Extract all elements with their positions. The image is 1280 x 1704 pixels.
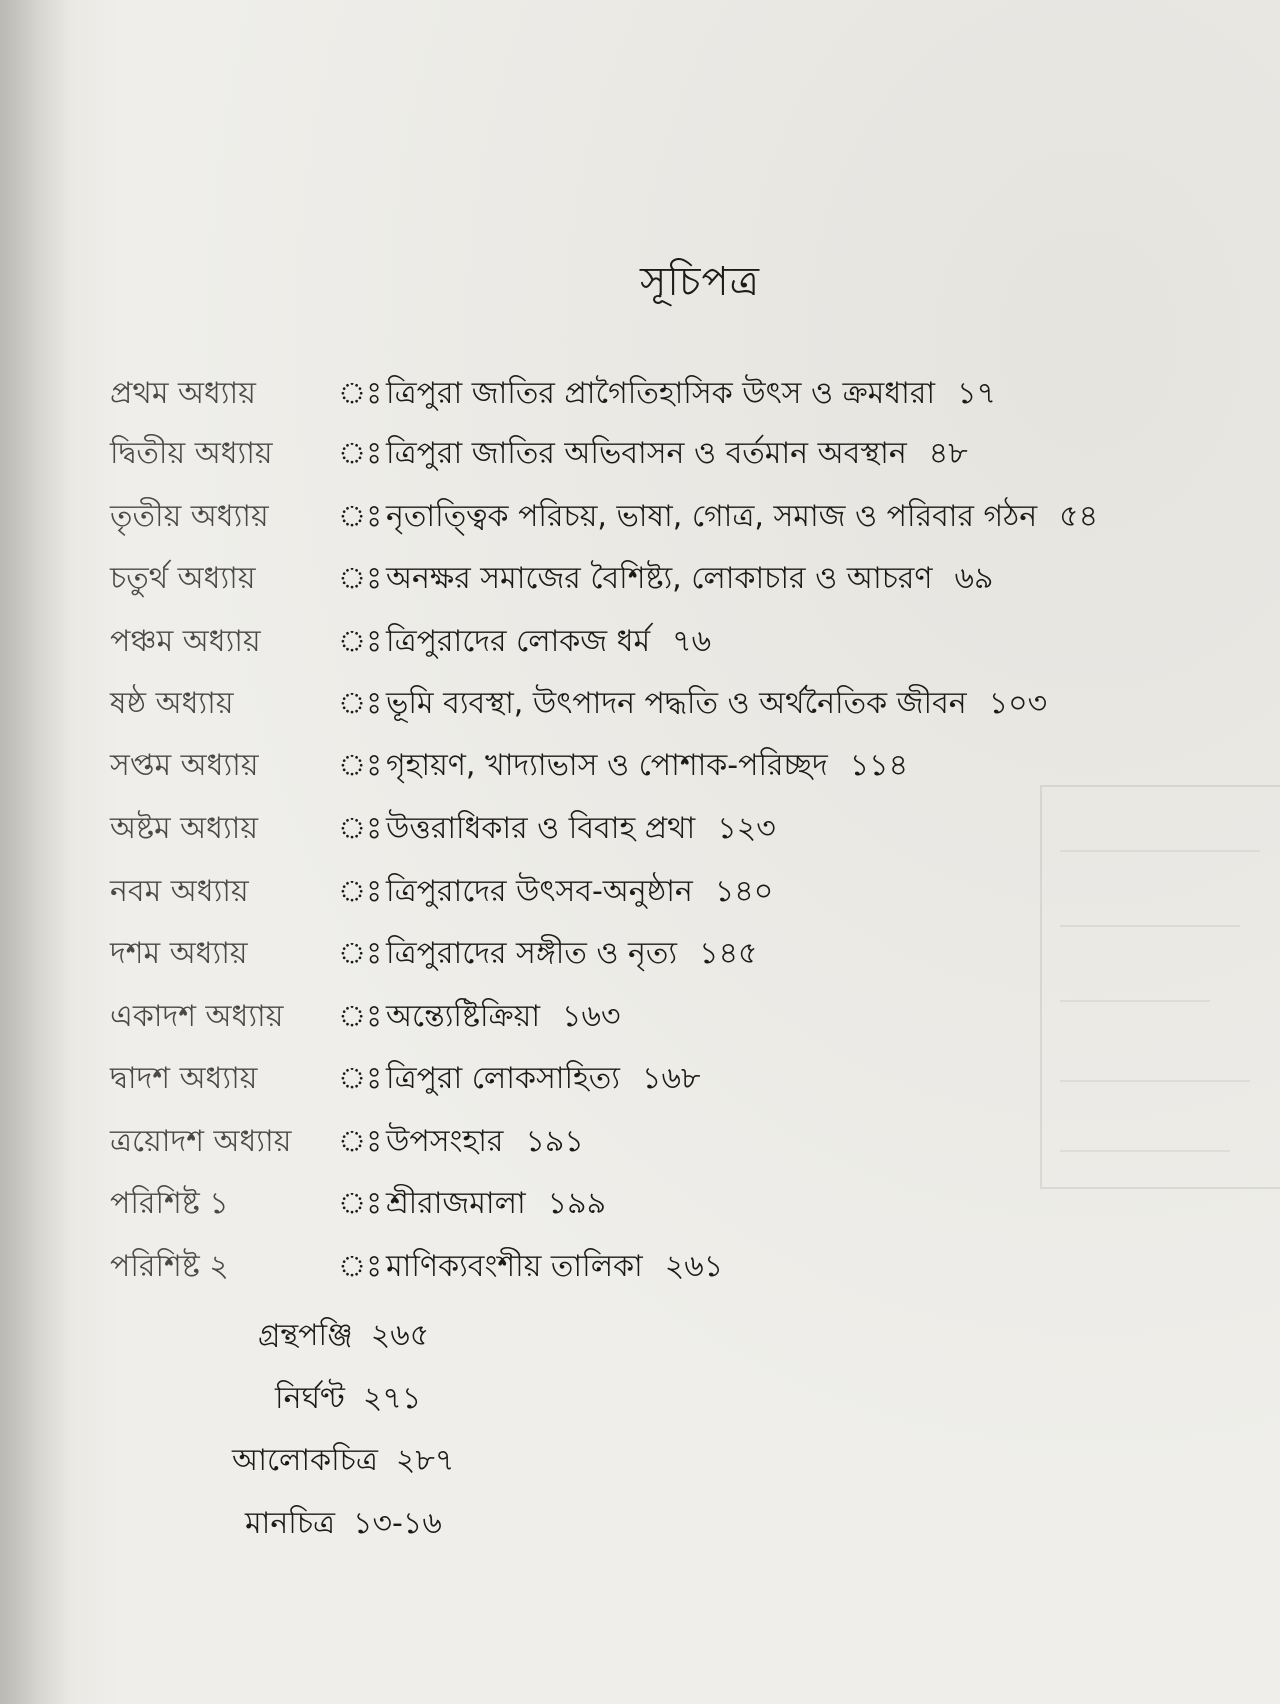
colon: ঃ — [338, 376, 383, 411]
chapter-label: অষ্টম অধ্যায় — [110, 811, 259, 846]
chapter-title — [386, 1118, 584, 1166]
page-number: ৪৮ — [928, 436, 968, 471]
chapter-label: সপ্তম অধ্যায় — [110, 748, 259, 783]
chapter-title — [386, 993, 621, 1041]
back-matter-title: মানচিত্র — [245, 1506, 336, 1541]
chapter-title — [386, 680, 1047, 728]
page-number: ১৭ — [957, 376, 997, 411]
colon: ঃ — [338, 499, 383, 534]
chapter-label: একাদশ অধ্যায় — [110, 999, 284, 1034]
colon: ঃ — [338, 1186, 383, 1221]
page-number: ১৬৮ — [642, 1061, 701, 1096]
colon: ঃ — [338, 1124, 383, 1159]
appendix-label: পরিশিষ্ট ২ — [110, 1249, 229, 1284]
chapter-title — [386, 430, 968, 478]
page-number: ১১৪ — [849, 748, 909, 783]
colon: ঃ — [338, 936, 383, 971]
chapter-title — [386, 618, 711, 666]
chapter-title — [386, 493, 1098, 541]
chapter-title-text: ত্রিপুরা জাতির অভিবাসন ও বর্তমান অবস্থান — [386, 436, 907, 471]
chapter-title — [386, 370, 996, 418]
page-number: ২৬১ — [664, 1249, 724, 1284]
chapter-title — [386, 805, 776, 853]
chapter-title — [386, 742, 908, 790]
appendix-title — [386, 1180, 606, 1228]
appendix-label: পরিশিষ্ট ১ — [110, 1186, 229, 1221]
chapter-title-text: উপসংহার — [386, 1124, 504, 1159]
chapter-label: দশম অধ্যায় — [110, 936, 248, 971]
chapter-title-text: অনক্ষর সমাজের বৈশিষ্ট্য, লোকাচার ও আচরণ — [386, 561, 933, 596]
page-number: ২৮৭ — [395, 1443, 455, 1478]
page-number: ১৪০ — [714, 874, 774, 909]
colon: ঃ — [338, 811, 383, 846]
chapter-title-text: নৃতাত্ত্বিক পরিচয়, ভাষা, গোত্র, সমাজ ও পরিবার গঠন — [386, 499, 1038, 534]
page-number: ৫৪ — [1059, 499, 1099, 534]
chapter-title-text: ত্রিপুরাদের উৎসব-অনুষ্ঠান — [386, 874, 693, 909]
page-number: ১৯৯ — [547, 1186, 607, 1221]
back-matter-title: গ্রন্থপঞ্জি — [258, 1318, 353, 1353]
chapter-label: দ্বাদশ অধ্যায় — [110, 1061, 258, 1096]
chapter-label: চতুর্থ অধ্যায় — [110, 561, 256, 596]
colon: ঃ — [338, 874, 383, 909]
chapter-title — [386, 868, 773, 916]
chapter-label: তৃতীয় অধ্যায় — [110, 499, 269, 534]
chapter-label: প্রথম অধ্যায় — [110, 376, 256, 411]
appendix-title-text: মাণিক্যবংশীয় তালিকা — [386, 1249, 643, 1284]
page-number: ১৯১ — [525, 1124, 584, 1159]
chapter-title-text: ত্রিপুরা জাতির প্রাগৈতিহাসিক উৎস ও ক্রমধারা — [386, 376, 936, 411]
page-number: ৭৬ — [672, 624, 712, 659]
chapter-title-text: গৃহায়ণ, খাদ্যাভাস ও পোশাক-পরিচ্ছদ — [386, 748, 828, 783]
chapter-label: নবম অধ্যায় — [110, 874, 249, 909]
chapter-title-text: ত্রিপুরাদের সঙ্গীত ও নৃত্য — [386, 936, 678, 971]
chapter-title-text: ত্রিপুরাদের লোকজ ধর্ম — [386, 624, 651, 659]
page-number: ১৪৫ — [699, 936, 758, 971]
colon: ঃ — [338, 436, 383, 471]
chapter-title-text: ত্রিপুরা লোকসাহিত্য — [386, 1061, 621, 1096]
colon: ঃ — [338, 561, 383, 596]
page-number: ১২৩ — [717, 811, 776, 846]
page-number: ৬৯ — [954, 561, 994, 596]
page-number: ১০৩ — [988, 686, 1048, 721]
chapter-title-text: ভূমি ব্যবস্থা, উৎপাদন পদ্ধতি ও অর্থনৈতিক জীবন — [386, 686, 967, 721]
colon: ঃ — [338, 1061, 383, 1096]
back-matter-entry — [245, 1500, 442, 1548]
back-matter-title: নির্ঘণ্ট — [275, 1381, 345, 1416]
page-title: সূচিপত্র — [640, 259, 760, 305]
page-number: ২৬৫ — [370, 1318, 430, 1353]
chapter-title — [386, 930, 758, 978]
back-matter-entry — [275, 1375, 421, 1423]
colon: ঃ — [338, 748, 383, 783]
page-number: ১৬৩ — [562, 999, 621, 1034]
chapter-title — [386, 555, 994, 603]
chapter-title-text: অন্ত্যেষ্টিক্রিয়া — [386, 999, 541, 1034]
colon: ঃ — [338, 624, 383, 659]
colon: ঃ — [338, 999, 383, 1034]
page-number: ২৭১ — [362, 1381, 422, 1416]
chapter-label: দ্বিতীয় অধ্যায় — [110, 436, 273, 471]
chapter-title-text: উত্তরাধিকার ও বিবাহ প্রথা — [386, 811, 696, 846]
back-matter-title: আলোকচিত্র — [232, 1443, 378, 1478]
appendix-title-text: শ্রীরাজমালা — [386, 1186, 526, 1221]
chapter-label: ষষ্ঠ অধ্যায় — [110, 686, 234, 721]
chapter-title — [386, 1055, 700, 1103]
colon: ঃ — [338, 1249, 383, 1284]
page-number: ১৩-১৬ — [353, 1506, 442, 1541]
chapter-label: পঞ্চম অধ্যায় — [110, 624, 261, 659]
appendix-title — [386, 1243, 723, 1291]
chapter-label: ত্রয়োদশ অধ্যায় — [110, 1124, 292, 1159]
colon: ঃ — [338, 686, 383, 721]
back-matter-entry — [258, 1312, 429, 1360]
back-matter-entry — [232, 1437, 454, 1485]
